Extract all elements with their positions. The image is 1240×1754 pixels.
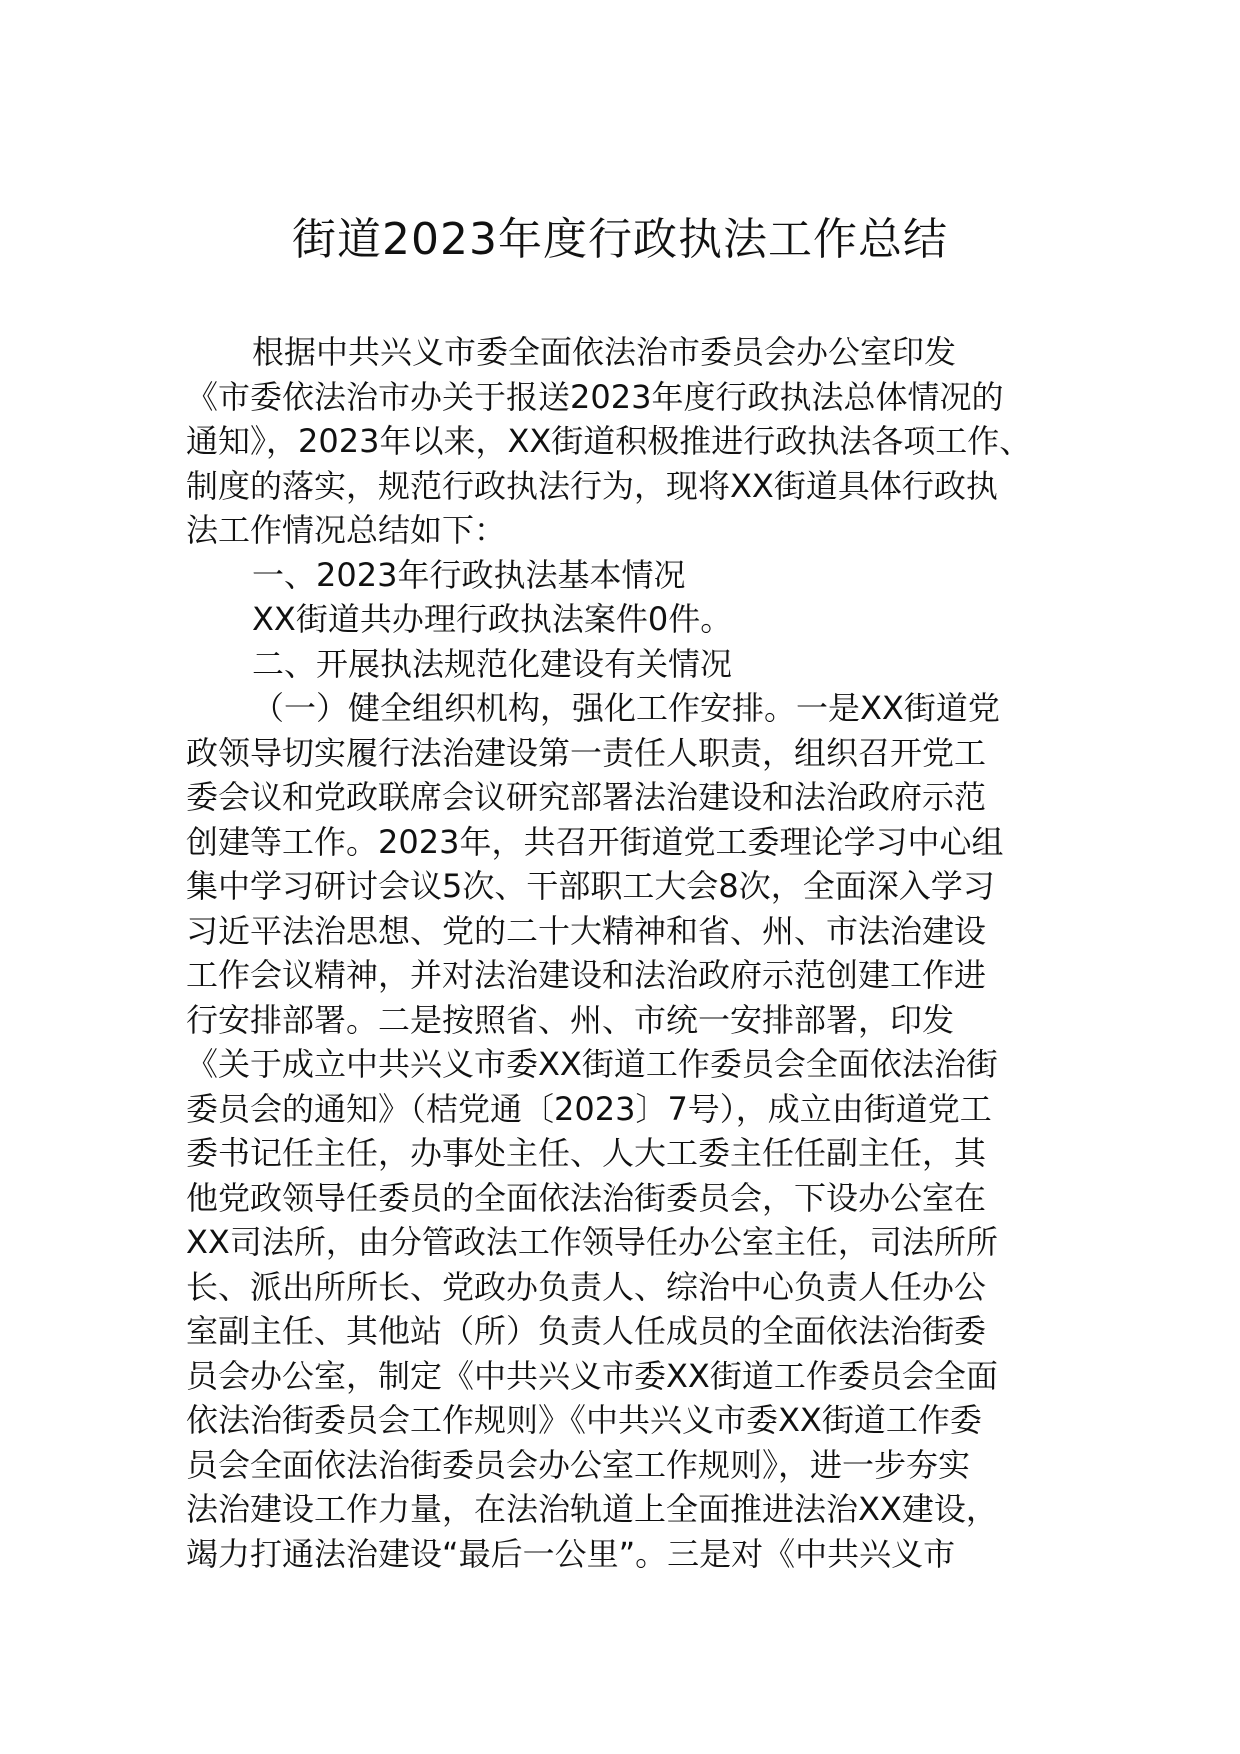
body-line: 二、开展执法规范化建设有关情况 bbox=[252, 644, 733, 683]
body-line: 根据中共兴义市委全面依法治市委员会办公室印发 bbox=[252, 333, 957, 371]
body-line: 委会议和党政联席会议研究部署法治建设和法治政府示范 bbox=[186, 778, 987, 816]
body-line: 委员会的通知》（桔党通〔2023〕7号），成立由街道党工 bbox=[186, 1089, 992, 1128]
body-line: 集中学习研讨会议5次、干部职工大会8次，全面深入学习 bbox=[186, 867, 995, 905]
body-line: 工作会议精神，并对法治建设和法治政府示范创建工作进 bbox=[186, 956, 987, 994]
body-line: 他党政领导任委员的全面依法治街委员会，下设办公室在 bbox=[186, 1178, 987, 1217]
body-line: 室副主任、其他站（所）负责人任成员的全面依法治街委 bbox=[186, 1312, 987, 1350]
body-line: 依法治街委员会工作规则》《中共兴义市委XX街道工作委 bbox=[186, 1401, 982, 1439]
body-line: 员会全面依法治街委员会办公室工作规则》，进一步夯实 bbox=[186, 1445, 971, 1484]
body-line: 行安排部署。二是按照省、州、市统一安排部署，印发 bbox=[186, 1000, 955, 1039]
body-line: XX街道共办理行政执法案件0件。 bbox=[252, 600, 733, 638]
body-line: XX司法所，由分管政法工作领导任办公室主任，司法所所 bbox=[186, 1223, 998, 1261]
body-line: （一）健全组织机构，强化工作安排。一是XX街道党 bbox=[252, 689, 1000, 727]
body-line: 法工作情况总结如下： bbox=[186, 511, 507, 549]
body-line: 通知》，2023年以来，XX街道积极推进行政执法各项工作、 bbox=[186, 422, 1032, 460]
document-body bbox=[186, 330, 1056, 1576]
body-line: 委书记任主任，办事处主任、人大工委主任任副主任，其 bbox=[186, 1134, 987, 1172]
body-line: 政领导切实履行法治建设第一责任人职责，组织召开党工 bbox=[186, 733, 987, 772]
body-line: 《关于成立中共兴义市委XX街道工作委员会全面依法治街 bbox=[186, 1045, 998, 1083]
body-line: 法治建设工作力量，在法治轨道上全面推进法治XX建设， bbox=[186, 1490, 998, 1528]
body-line: 长、派出所所长、党政办负责人、综治中心负责人任办公 bbox=[186, 1267, 987, 1306]
document-title: 街道2023年度行政执法工作总结 bbox=[292, 214, 948, 265]
body-line: 习近平法治思想、党的二十大精神和省、州、市法治建设 bbox=[186, 911, 987, 950]
body-line: 制度的落实，规范行政执法行为，现将XX街道具体行政执 bbox=[186, 466, 998, 505]
body-line: 员会办公室，制定《中共兴义市委XX街道工作委员会全面 bbox=[186, 1356, 998, 1395]
body-line: 竭力打通法治建设“最后一公里”。三是对《中共兴义市 bbox=[186, 1534, 956, 1573]
body-line: 一、2023年行政执法基本情况 bbox=[252, 555, 686, 594]
body-line: 创建等工作。2023年，共召开街道党工委理论学习中心组 bbox=[186, 822, 1004, 861]
body-line: 《市委依法治市办关于报送2023年度行政执法总体情况的 bbox=[186, 377, 1004, 416]
